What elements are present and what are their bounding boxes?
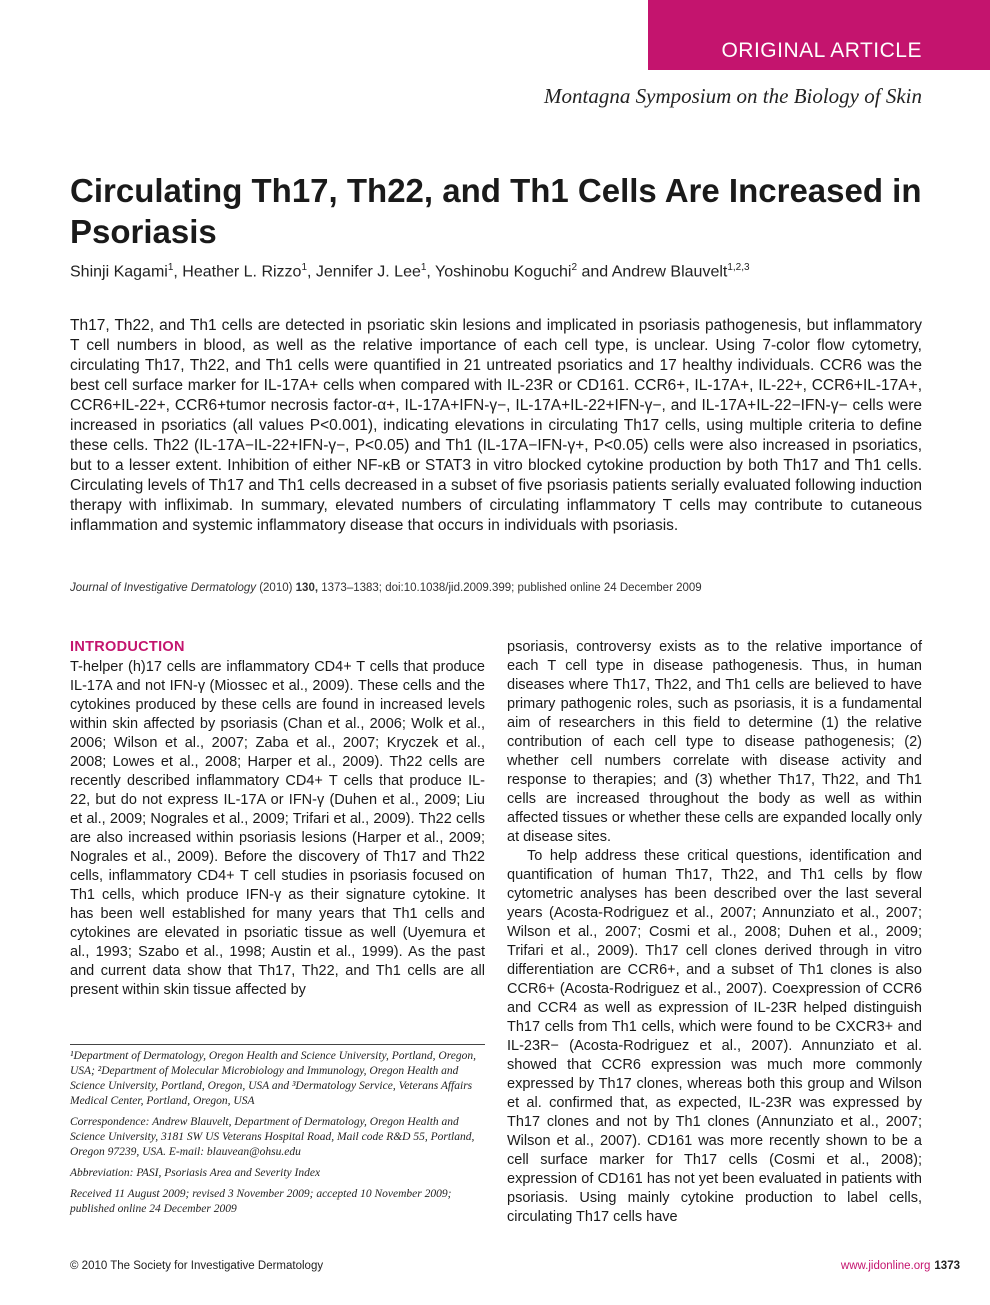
paragraph: T-helper (h)17 cells are inflammatory CD4+ T cells that produce IL-17A and not IFN-γ (Miossec et al., 2009). These cells and the cytokines produced by these cells are found in increased levels within skin affected by psoriasis (Chan et al., 2006; Wolk et al., 2006; Wilson et al., 2007; Zaba et al., 2007; Kryczek et al., 2008; Lowes et al., 2008; Harper et al., 2009). Th22 cells are recently described inflammatory CD4+ T cells that produce IL-22, but do not express IL-17A or IFN-γ (Duhen et al., 2009; Liu et al., 2009; Nograles et al., 2009; Trifari et al., 2009). Th22 cells are also increased within psoriasis lesions (Harper et al., 2009; Nograles et al., 2009). Before the discovery of Th17 and Th22 cells, inflammatory CD4+ T cell studies in psoriasis focused on Th1 cells, which produce IFN-γ as their signature cytokine. It has been well established for many years that Th1 cells and cytokines are elevated in psoriatic tissue as well (Uyemura et al., 1993; Szabo et al., 1998; Austin et al., 1999). As the past and current data show that Th17, Th22, and Th1 cells are all present within skin tissue affected by bbox=[70, 659, 485, 998]
author-affiliation: 1 bbox=[167, 262, 174, 273]
paragraph: psoriasis, controversy exists as to the relative importance of each T cell type in disease pathogenesis. Thus, in human diseases where Th17, Th22, and Th1 cells are believed to have primary pathogenic roles, such as psoriasis, it is a fundamental aim of researchers in this field to determine (1) the relative contribution of each cell type to disease pathogenesis; (2) whether cell numbers correlate with disease activity and response to therapies; and (3) whether Th17, Th22, and Th1 cells are increased throughout the body as well as within affected tissues or whether these cells are expanded locally only at disease sites. bbox=[507, 639, 922, 845]
section-heading-introduction: INTRODUCTION bbox=[70, 639, 185, 655]
author-affiliation: 1 bbox=[301, 262, 308, 273]
correspondence-note: Correspondence: Andrew Blauvelt, Department of Dermatology, Oregon Health and Science University, 3181 SW US Veterans Hospital Road, Mail code R&D 55, Portland, Oregon 97239, USA. E-mail: blauvean@ohsu.edu bbox=[70, 1116, 475, 1158]
article-type-banner bbox=[648, 0, 990, 70]
right-column bbox=[507, 638, 922, 1227]
page-number: 1373 bbox=[934, 1260, 960, 1272]
article-type-label: ORIGINAL ARTICLE bbox=[721, 39, 922, 62]
author-name: Jennifer J. Lee bbox=[315, 263, 421, 281]
footnotes bbox=[70, 1044, 485, 1223]
author-affiliation: 1,2,3 bbox=[727, 262, 750, 273]
author-name: Yoshinobu Koguchi bbox=[435, 263, 572, 281]
symposium-title: Montagna Symposium on the Biology of Skin bbox=[544, 84, 922, 108]
journal-name: Journal of Investigative Dermatology bbox=[70, 582, 257, 594]
received-note: Received 11 August 2009; revised 3 November 2009; accepted 10 November 2009; published online 24 December 2009 bbox=[70, 1188, 452, 1215]
author-name: Shinji Kagami bbox=[70, 263, 168, 281]
citation-line: Journal of Investigative Dermatology (2010) 130, 1373–1383; doi:10.1038/jid.2009.399; published online 24 December 2009 bbox=[70, 582, 702, 594]
author-name: Heather L. Rizzo bbox=[182, 263, 302, 281]
journal-url-link[interactable]: www.jidonline.org bbox=[840, 1260, 931, 1272]
author-affiliation: 1 bbox=[420, 262, 427, 273]
copyright-footer: © 2010 The Society for Investigative Dermatology bbox=[70, 1260, 324, 1272]
paragraph: To help address these critical questions, identification and quantification of human Th17, Th22, and Th1 cells by flow cytometric analyses has been described over the last several years (Acosta-Rodriguez et al., 2007; Annunziato et al., 2007; Wilson et al., 2007; Cosmi et al., 2008; Duhen et al., 2009; Trifari et al., 2009). Th17 cell clones derived through in vitro differentiation are CCR6+, and a subset of Th1 clones is also CCR6+ (Acosta-Rodriguez et al., 2007). Coexpression of CCR6 and CCR4 as well as expression of IL-23R helped distinguish Th17 cells from Th1 cells, which were found to be CXCR3+ and IL-23R− (Acosta-Rodriguez et al., 2007). Annunziato et al. showed that CCR6 expression was much more commonly expressed by Th17 clones, whereas both this group and Wilson et al. confirmed that, as expected, IL-23R was expressed by Th17 clones and not by Th1 clones (Annunziato et al., 2007; Wilson et al., 2007). CD161 was more recently shown to be a cell surface marker for Th17 cells (Cosmi et al., 2008); expression of CD161 has not yet been evaluated in patients with psoriasis. Using mainly cytokine production to label cells, circulating Th17 cells have bbox=[507, 848, 922, 1225]
volume: 130, bbox=[295, 582, 319, 594]
left-column bbox=[70, 638, 485, 1000]
author-affiliation: 2 bbox=[571, 262, 578, 273]
affiliations-note: ¹Department of Dermatology, Oregon Health and Science University, Portland, Oregon, USA; ²Department of Molecular Microbiology and Immunology, Oregon Health and Science University, Portland, Oregon, USA and ³Dermatology Service, Veterans Affairs Medical Center, Portland, Oregon, USA bbox=[70, 1050, 476, 1107]
author-list: Shinji Kagami$^1$, Heather L. Rizzo$^1$, Jennifer J. Lee$^1$, Yoshinobu Koguchi$^2$ and Andrew Blauvelt$^{1,2,3}$ bbox=[70, 262, 750, 281]
abstract: Th17, Th22, and Th1 cells are detected in psoriatic skin lesions and implicated in psoriasis pathogenesis, but inflammatory T cell numbers in blood, as well as the relative importance of each cell type, is unclear. Using 7-color flow cytometry, circulating Th17, Th22, and Th1 cells were quantified in 21 untreated psoriatics and 17 healthy individuals. CCR6 was the best cell surface marker for IL-17A+ cells when compared with IL-23R or CD161. CCR6+, IL-17A+, IL-22+, CCR6+IL-17A+, CCR6+IL-22+, CCR6+tumor necrosis factor-α+, IL-17A+IFN-γ−, IL-17A+IL-22+IFN-γ−, and IL-17A+IL-22−IFN-γ− cells were increased in psoriatics (all values P<0.001), indicating elevations in circulating Th17 cells, using multiple criteria to define these cells. Th22 (IL-17A−IL-22+IFN-γ−, P<0.05) and Th1 (IL-17A−IFN-γ+, P<0.05) cells were also increased in psoriatics, but to a lesser extent. Inhibition of either NF-κB or STAT3 in vitro blocked cytokine production by both Th17 and Th1 cells. Circulating levels of Th17 and Th1 cells decreased in a subset of five psoriasis patients serially evaluated following induction therapy with infliximab. In summary, elevated numbers of circulating inflammatory T cells may contribute to cutaneous inflammation and systemic inflammatory disease that occurs in individuals with psoriasis. bbox=[70, 317, 922, 534]
author-name: Andrew Blauvelt bbox=[611, 263, 728, 281]
article-title: Circulating Th17, Th22, and Th1 Cells Are Increased in Psoriasis bbox=[70, 172, 922, 250]
footer-right bbox=[841, 1260, 960, 1272]
abbreviation-note: Abbreviation: PASI, Psoriasis Area and Severity Index bbox=[70, 1167, 321, 1179]
